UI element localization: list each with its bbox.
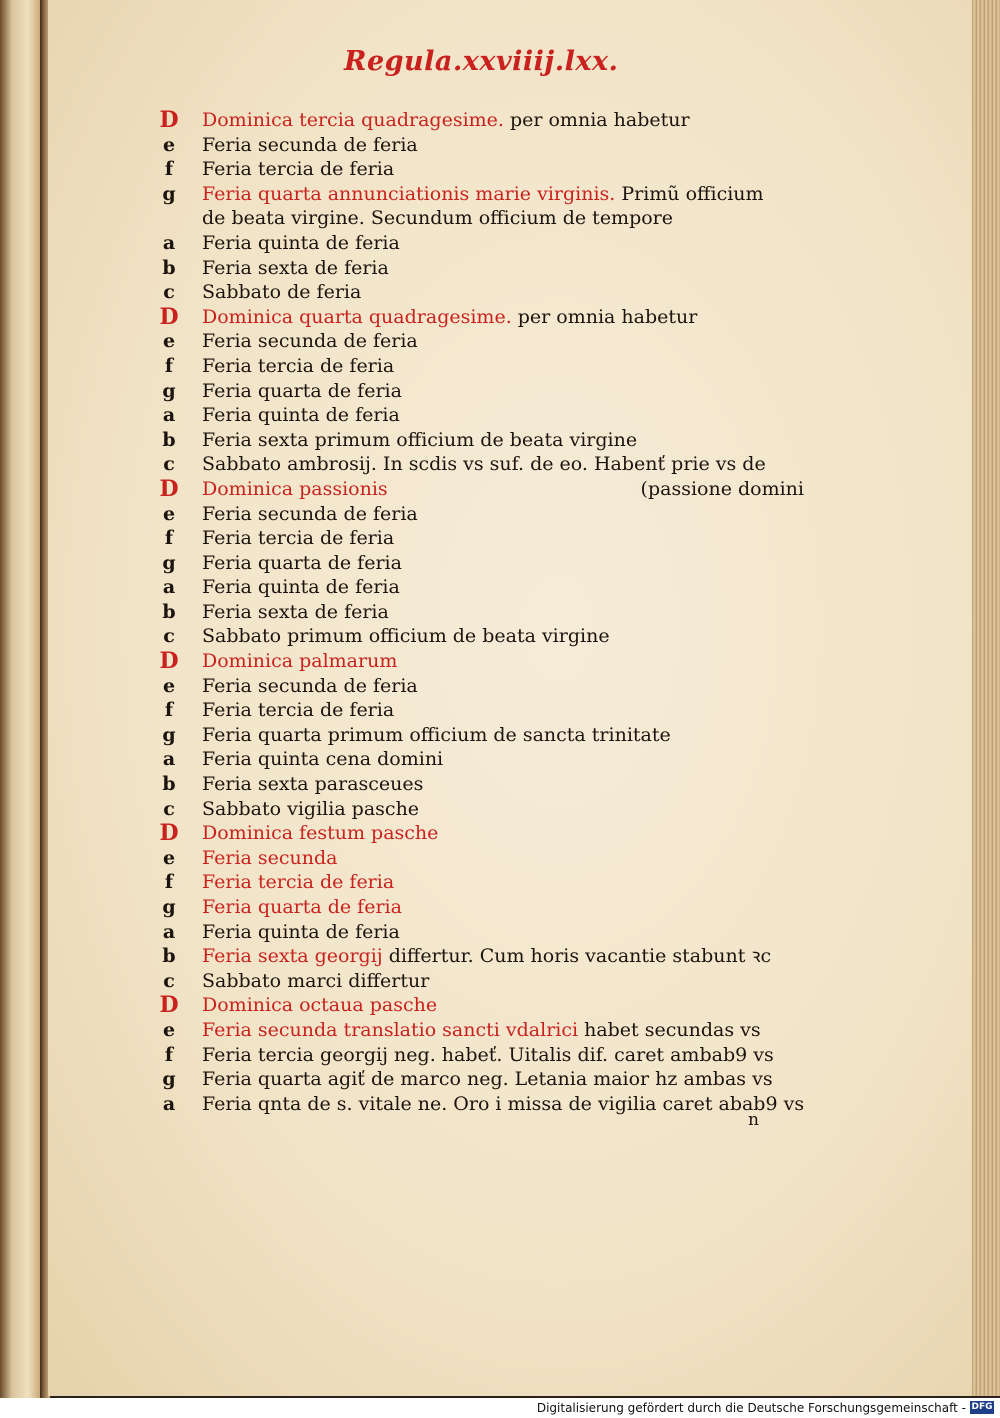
dominical-letter: f bbox=[164, 354, 174, 377]
entry-text bbox=[202, 477, 388, 502]
table-row bbox=[150, 1067, 790, 1092]
dominical-letter: a bbox=[162, 576, 176, 599]
table-row bbox=[150, 797, 790, 822]
entry-text bbox=[202, 1092, 804, 1117]
table-row bbox=[150, 624, 790, 649]
dominical-letter: g bbox=[162, 379, 176, 402]
rubric-text: Dominica palmarum bbox=[202, 650, 398, 673]
entry-text bbox=[202, 674, 418, 699]
dominical-letter: e bbox=[162, 674, 176, 697]
dominical-letter: a bbox=[162, 231, 176, 254]
entry-text bbox=[202, 969, 429, 994]
table-row bbox=[150, 133, 790, 158]
body-text: Feria secunda de feria bbox=[202, 330, 418, 353]
entry-text bbox=[202, 600, 389, 625]
rubric-text: Feria secunda bbox=[202, 846, 338, 869]
body-text: Feria quarta de feria bbox=[202, 551, 402, 574]
dominical-letter: e bbox=[162, 1018, 176, 1041]
table-row bbox=[150, 157, 790, 182]
table-row bbox=[150, 969, 790, 994]
rubric-text: Feria quarta annunciationis marie virginis. bbox=[202, 182, 616, 205]
entry-text bbox=[202, 379, 402, 404]
entry-text bbox=[202, 256, 389, 281]
body-text: Sabbato de feria bbox=[202, 281, 362, 304]
dominical-letter: f bbox=[164, 699, 174, 722]
table-row bbox=[150, 379, 790, 404]
body-text: differtur. Cum horis vacantie stabunt ꝛc bbox=[388, 945, 772, 968]
dominical-letter: a bbox=[162, 748, 176, 771]
body-text: Feria sexta parasceues bbox=[202, 773, 424, 796]
table-row bbox=[150, 920, 790, 945]
digitization-credit: Digitalisierung gefördert durch die Deutsche Forschungsgemeinschaft - bbox=[536, 1401, 966, 1415]
rubric-text: Feria secunda translatio sancti vdalrici bbox=[202, 1018, 579, 1041]
body-text: Feria qnta de s. vitale ne. Oro i missa de vigilia caret abab9 vs bbox=[202, 1092, 805, 1115]
entry-text bbox=[202, 108, 690, 133]
dominical-letter: D bbox=[159, 820, 179, 847]
table-row bbox=[150, 354, 790, 379]
entry-text bbox=[202, 870, 394, 895]
entry-text bbox=[202, 649, 397, 674]
entry-text bbox=[202, 1018, 761, 1043]
body-text: Primũ officium bbox=[621, 182, 764, 205]
table-row bbox=[150, 846, 790, 871]
body-text: Feria quinta de feria bbox=[202, 404, 400, 427]
table-row bbox=[150, 305, 790, 330]
body-text: Feria quarta agiť de marco neg. Letania maior hz ambas vs bbox=[202, 1068, 773, 1091]
body-text: Feria quarta de feria bbox=[202, 379, 402, 402]
adjacent-page-edge bbox=[0, 0, 40, 1400]
table-row bbox=[150, 649, 790, 674]
rubric-text: Dominica octaua pasche bbox=[202, 994, 438, 1017]
body-text: de beata virgine. Secundum officium de tempore bbox=[202, 207, 674, 230]
dominical-letter: g bbox=[162, 551, 176, 574]
dominical-letter: a bbox=[162, 1092, 176, 1115]
body-text: Feria quinta de feria bbox=[202, 576, 400, 599]
body-text: per omnia habetur bbox=[509, 109, 690, 131]
rubric-text: Dominica tercia quadragesime. bbox=[202, 109, 504, 131]
table-row bbox=[150, 1018, 790, 1043]
dominical-letter: a bbox=[162, 920, 176, 943]
table-row bbox=[150, 870, 790, 895]
entry-text bbox=[202, 747, 443, 772]
table-row bbox=[150, 600, 790, 625]
dominical-letter: c bbox=[163, 969, 175, 992]
body-text: Feria secunda de feria bbox=[202, 502, 418, 525]
table-row bbox=[150, 698, 790, 723]
table-row bbox=[150, 108, 790, 133]
rubric-text: Feria quarta de feria bbox=[202, 896, 402, 918]
entry-text bbox=[202, 1067, 773, 1092]
entry-text bbox=[202, 354, 394, 379]
continuation-text: (passione domini bbox=[640, 477, 804, 500]
body-text: Feria sexta de feria bbox=[202, 256, 389, 279]
table-row bbox=[150, 526, 790, 551]
dominical-letter: b bbox=[162, 256, 176, 279]
dominical-letter: b bbox=[162, 428, 176, 451]
dominical-letter: g bbox=[162, 1068, 176, 1091]
dfg-logo: DFG bbox=[971, 1402, 993, 1412]
entry-text bbox=[202, 821, 438, 846]
entry-text bbox=[202, 182, 764, 207]
table-row bbox=[150, 452, 790, 477]
dominical-letter: e bbox=[162, 502, 176, 525]
dominical-letter: g bbox=[162, 182, 176, 205]
table-row bbox=[150, 575, 790, 600]
entry-text bbox=[202, 133, 418, 158]
dominical-letter: D bbox=[159, 992, 179, 1019]
entry-text bbox=[202, 329, 418, 354]
body-text: Sabbato primum officium de beata virgine bbox=[202, 625, 610, 648]
body-text: Feria tercia de feria bbox=[202, 158, 395, 181]
dominical-letter: c bbox=[163, 797, 175, 820]
body-text: Feria tercia de feria bbox=[202, 527, 395, 550]
entry-text bbox=[202, 305, 697, 330]
calendar-table bbox=[150, 107, 805, 1116]
dominical-letter: f bbox=[164, 527, 174, 550]
body-text: Feria tercia georgij neg. habeť. Uitalis dif. caret ambab9 vs bbox=[202, 1043, 774, 1066]
entry-text bbox=[202, 551, 402, 576]
table-row bbox=[150, 428, 790, 453]
dominical-letter: b bbox=[162, 773, 176, 796]
page-block-edges bbox=[972, 0, 1000, 1396]
body-text: Feria tercia de feria bbox=[202, 699, 395, 722]
table-row bbox=[150, 256, 790, 281]
dominical-letter: D bbox=[159, 107, 179, 133]
body-text: Sabbato vigilia pasche bbox=[202, 797, 420, 820]
table-row bbox=[150, 551, 790, 576]
entry-text bbox=[202, 231, 400, 256]
dominical-letter: g bbox=[162, 723, 176, 746]
dominical-letter: f bbox=[164, 158, 174, 181]
body-text: Sabbato marci differtur bbox=[202, 969, 430, 992]
table-row bbox=[150, 821, 790, 846]
entry-text bbox=[202, 206, 673, 231]
table-row bbox=[150, 329, 790, 354]
entry-text bbox=[202, 772, 423, 797]
dominical-letter: D bbox=[159, 475, 179, 502]
rubric-text: Dominica quarta quadragesime. bbox=[202, 305, 512, 328]
entry-text bbox=[202, 575, 400, 600]
entry-text bbox=[202, 403, 400, 428]
table-row bbox=[150, 1043, 790, 1068]
rubric-text: Dominica festum pasche bbox=[202, 822, 439, 845]
body-text: Feria quinta de feria bbox=[202, 231, 400, 254]
dominical-letter: b bbox=[162, 945, 176, 968]
table-row bbox=[150, 772, 790, 797]
body-text: Feria secunda de feria bbox=[202, 674, 418, 697]
dominical-letter: D bbox=[159, 303, 179, 330]
dominical-letter: f bbox=[164, 1043, 174, 1066]
dominical-letter: e bbox=[162, 133, 176, 156]
page-heading: Regula.xxviiij.lxx. bbox=[344, 46, 619, 77]
table-row bbox=[150, 280, 790, 305]
entry-text bbox=[202, 1043, 774, 1068]
dominical-letter: e bbox=[162, 330, 176, 353]
table-row bbox=[150, 674, 790, 699]
table-row bbox=[150, 475, 804, 502]
dominical-letter: c bbox=[163, 625, 175, 648]
table-row bbox=[150, 895, 790, 920]
table-row bbox=[150, 403, 790, 428]
signature-mark: n bbox=[748, 1110, 759, 1130]
body-text: Feria quarta primum officium de sancta trinitate bbox=[202, 723, 671, 746]
table-row bbox=[150, 944, 790, 969]
dominical-letter: D bbox=[159, 648, 179, 675]
body-text: Feria quinta de feria bbox=[202, 920, 400, 943]
dominical-letter: b bbox=[162, 600, 176, 623]
entry-text bbox=[202, 944, 771, 969]
table-row bbox=[150, 231, 790, 256]
body-text: per omnia habetur bbox=[517, 305, 698, 328]
entry-text bbox=[202, 428, 637, 453]
body-text: Feria sexta primum officium de beata virgine bbox=[202, 428, 638, 451]
body-text: Feria tercia de feria bbox=[202, 354, 395, 377]
rubric-text: Dominica passionis bbox=[202, 477, 388, 500]
table-row bbox=[150, 206, 790, 231]
entry-text bbox=[202, 526, 394, 551]
dominical-letter: g bbox=[162, 896, 176, 918]
entry-text bbox=[202, 452, 766, 477]
table-row bbox=[150, 1092, 805, 1117]
table-row bbox=[150, 747, 790, 772]
entry-text bbox=[202, 280, 361, 305]
table-row bbox=[150, 182, 790, 207]
entry-text bbox=[202, 797, 419, 822]
table-row bbox=[150, 502, 790, 527]
entry-text bbox=[202, 157, 394, 182]
table-row bbox=[150, 993, 790, 1018]
body-text: Feria quinta cena domini bbox=[202, 748, 444, 771]
entry-text bbox=[202, 624, 610, 649]
dominical-letter: c bbox=[163, 453, 175, 476]
body-text: Sabbato ambrosij. In scdis vs suf. de eo. Habenť prie vs de bbox=[202, 453, 766, 476]
body-text: habet secundas vs bbox=[584, 1018, 761, 1041]
entry-text bbox=[202, 895, 402, 920]
entry-text bbox=[202, 698, 394, 723]
table-row bbox=[150, 723, 790, 748]
entry-text bbox=[202, 723, 671, 748]
dominical-letter: e bbox=[162, 846, 176, 869]
entry-text bbox=[202, 846, 338, 871]
entry-text bbox=[202, 993, 437, 1018]
rubric-text: Feria sexta georgij bbox=[202, 945, 383, 968]
dominical-letter: a bbox=[162, 404, 176, 427]
dominical-letter: f bbox=[164, 871, 174, 894]
entry-text bbox=[202, 920, 400, 945]
rubric-text: Feria tercia de feria bbox=[202, 871, 395, 894]
entry-text bbox=[202, 502, 418, 527]
dominical-letter: c bbox=[163, 281, 175, 304]
body-text: Feria secunda de feria bbox=[202, 133, 418, 156]
body-text: Feria sexta de feria bbox=[202, 600, 389, 623]
